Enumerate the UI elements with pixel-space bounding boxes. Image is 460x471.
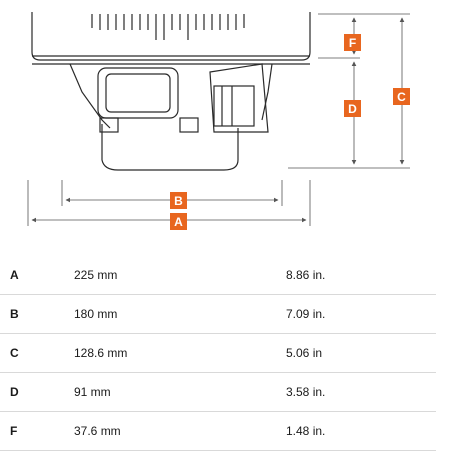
dimension-inches: 5.06 in: [286, 346, 323, 360]
dimension-mm: 37.6 mm: [74, 424, 121, 438]
label-f: [344, 34, 361, 51]
dimension-key: F: [10, 424, 18, 438]
dimension-mm: 180 mm: [74, 307, 118, 321]
dimension-mm: 128.6 mm: [74, 346, 128, 360]
dimension-spec-table: [0, 256, 436, 451]
dimension-inches: 3.58 in.: [286, 385, 326, 399]
dimension-inches: 8.86 in.: [286, 268, 326, 282]
label-c: [393, 88, 410, 105]
dimension-inches: 7.09 in.: [286, 307, 326, 321]
label-b: [170, 192, 187, 209]
svg-text:A: A: [174, 215, 183, 229]
svg-text:D: D: [348, 102, 357, 116]
svg-text:B: B: [174, 194, 183, 208]
table-row: [0, 256, 436, 295]
svg-text:F: F: [348, 36, 357, 50]
dimension-mm: 91 mm: [74, 385, 111, 399]
dimension-key: A: [10, 268, 19, 282]
label-d: [344, 100, 361, 117]
dimension-key: B: [10, 307, 19, 321]
speaker-outline: [32, 12, 310, 170]
table-row: [0, 412, 436, 451]
dimension-mm: 225 mm: [74, 268, 118, 282]
table-row: [0, 295, 436, 334]
table-row: [0, 373, 436, 412]
dimension-key: C: [10, 346, 19, 360]
svg-text:C: C: [397, 90, 406, 104]
dimension-inches: 1.48 in.: [286, 424, 326, 438]
label-a: [170, 213, 187, 230]
table-row: [0, 334, 436, 373]
dimension-key: D: [10, 385, 19, 399]
